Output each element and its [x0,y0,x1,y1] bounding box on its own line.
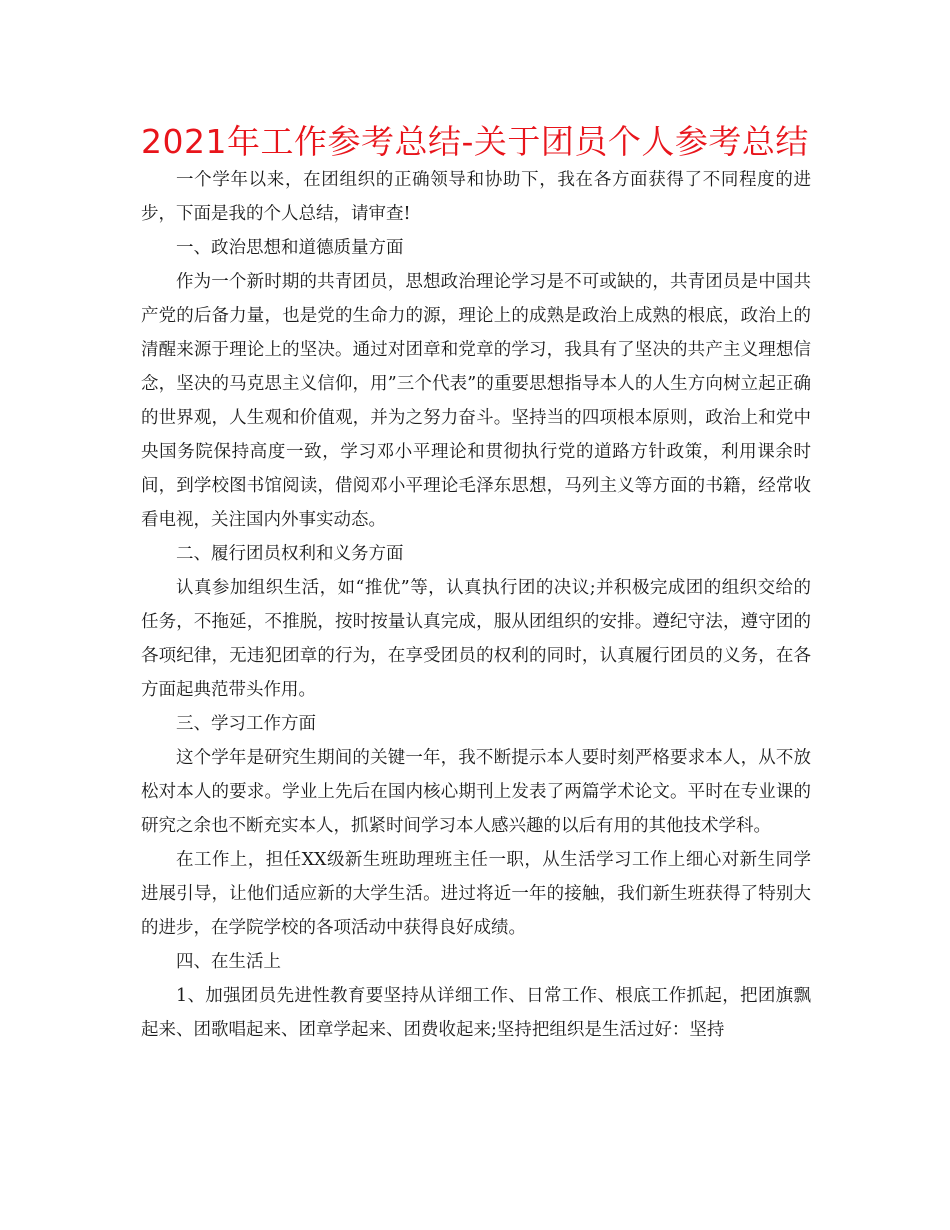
paragraph-politics: 作为一个新时期的共青团员，思想政治理论学习是不可或缺的，共青团员是中国共产党的后备力量，也是党的生命力的源，理论上的成熟是政治上成熟的根底，政治上的清醒来源于理论上的坚决。通过对团章和党章的学习，我具有了坚决的共产主义理想信念，坚决的马克思主义信仰，用”三个代表”的重要思想指导本人的人生方向树立起正确的世界观，人生观和价值观，并为之努力奋斗。坚持当的四项根本原则，政治上和党中央国务院保持高度一致，学习邓小平理论和贯彻执行党的道路方针政策，利用课余时间，到学校图书馆阅读，借阅邓小平理论毛泽东思想，马列主义等方面的书籍，经常收看电视，关注国内外事实动态。 [141,272,811,530]
document-body [141,163,811,1047]
section-heading-politics: 一、政治思想和道德质量方面 [176,238,404,258]
section-heading-life: 四、在生活上 [176,952,281,972]
paragraph-study: 这个学年是研究生期间的关键一年，我不断提示本人要时刻严格要求本人，从不放松对本人的要求。学业上先后在国内核心期刊上发表了两篇学术论文。平时在专业课的研究之余也不断充实本人，抓紧时间学习本人感兴趣的以后有用的其他技术学科。 [141,748,811,836]
section-heading-duties: 二、履行团员权利和义务方面 [176,544,404,564]
paragraph-duties: 认真参加组织生活，如“推优”等，认真执行团的决议;并积极完成团的组织交给的任务，不拖延，不推脱，按时按量认真完成，服从团组织的安排。遵纪守法，遵守团的各项纪律，无违犯团章的行为，在享受团员的权利的同时，认真履行团员的义务，在各方面起典范带头作用。 [141,578,811,700]
document-title: 2021年工作参考总结-关于团员个人参考总结 [141,122,809,161]
paragraph-work: 在工作上，担任XX级新生班助理班主任一职，从生活学习工作上细心对新生同学进展引导，让他们适应新的大学生活。进过将近一年的接触，我们新生班获得了特别大的进步，在学院学校的各项活动中获得良好成绩。 [141,850,811,938]
section-heading-study: 三、学习工作方面 [176,714,316,734]
paragraph-life: 1、加强团员先进性教育要坚持从详细工作、日常工作、根底工作抓起，把团旗飘起来、团歌唱起来、团章学起来、团费收起来;坚持把组织是生活过好：坚持 [141,986,811,1040]
paragraph-intro: 一个学年以来，在团组织的正确领导和协助下，我在各方面获得了不同程度的进步，下面是我的个人总结，请审查! [141,170,811,224]
